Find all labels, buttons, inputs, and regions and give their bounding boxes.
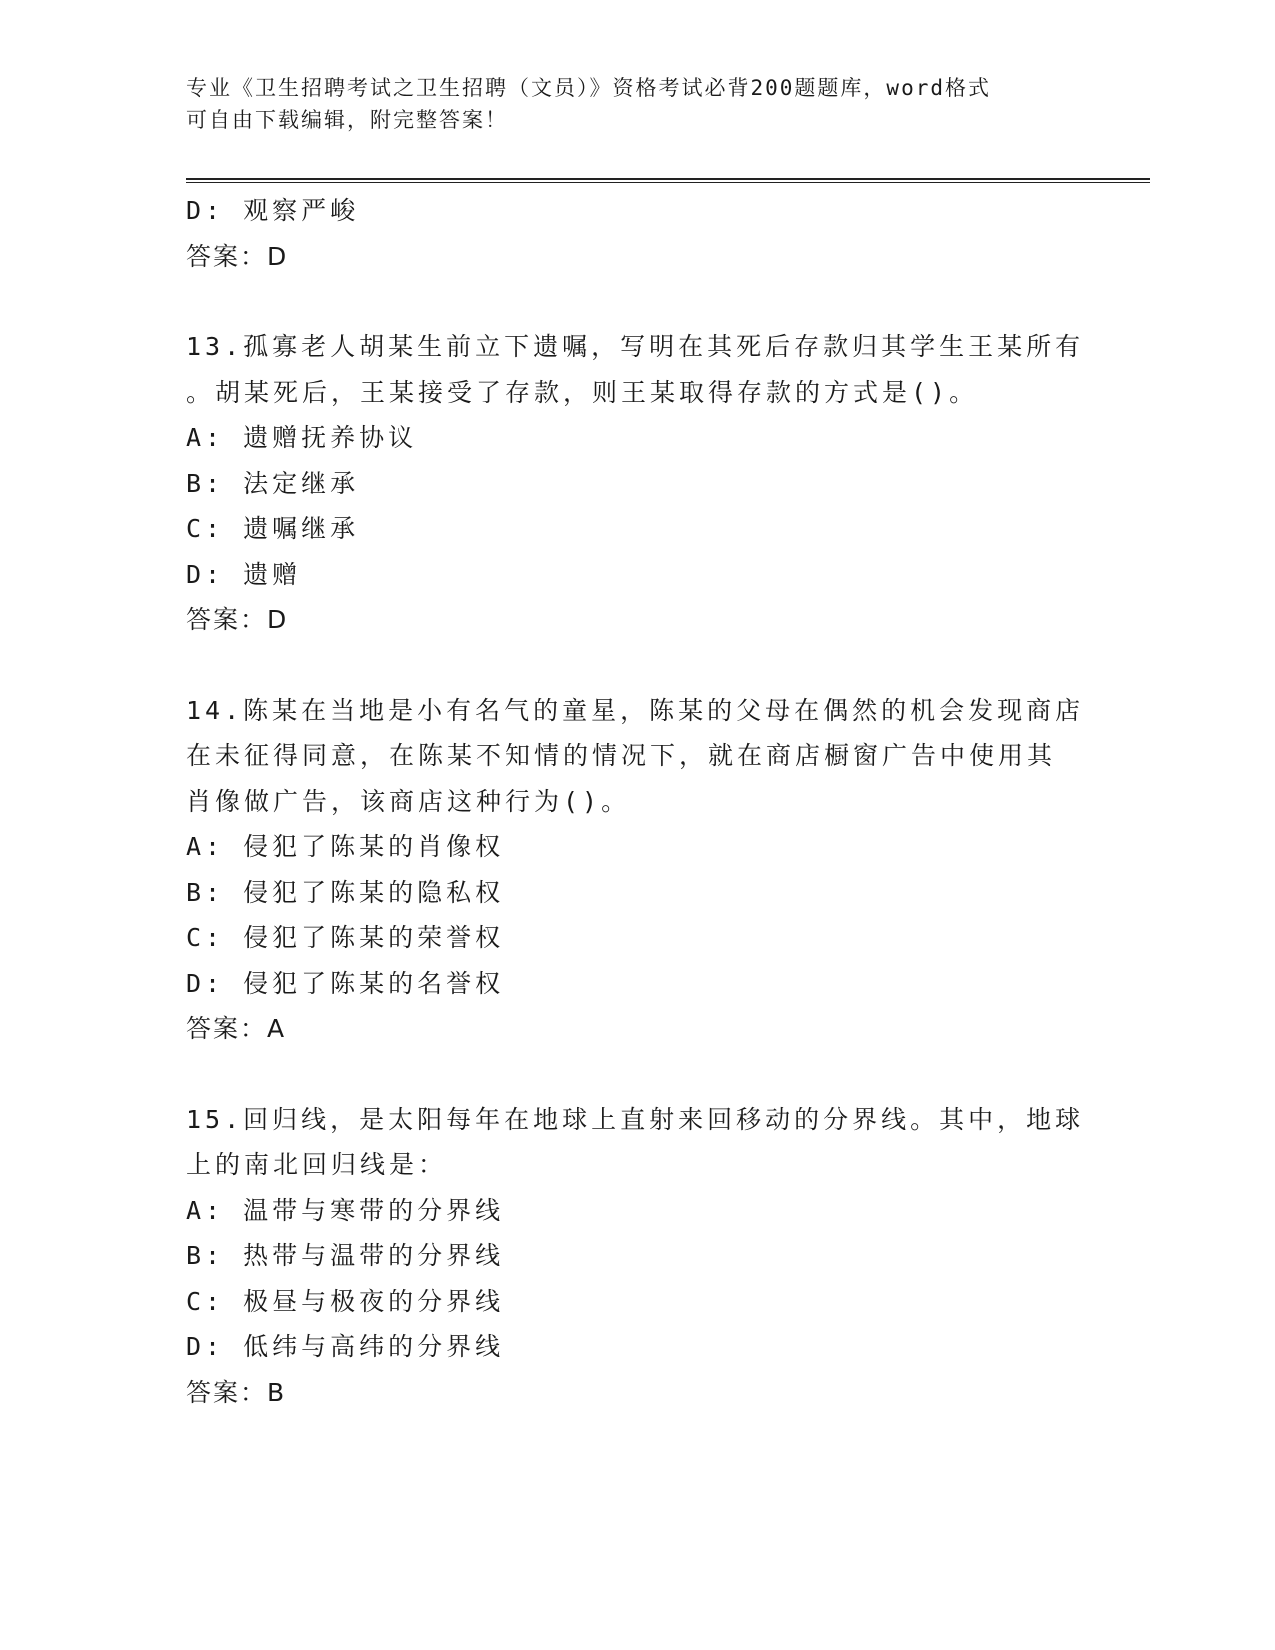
header-line-2: 可自由下载编辑，附完整答案！ <box>186 108 508 132</box>
question-stem-line: 13.孤寡老人胡某生前立下遗嘱，写明在其死后存款归其学生王某所有 <box>186 332 1085 361</box>
answer: 答案：A <box>186 1014 287 1043</box>
option-c: C: 遗嘱继承 <box>186 514 360 543</box>
option-c: C: 极昼与极夜的分界线 <box>186 1286 505 1316</box>
answer: 答案：D <box>186 241 289 271</box>
option-a: A: 侵犯了陈某的肖像权 <box>186 832 505 861</box>
spacer <box>186 1052 1086 1097</box>
option-d: D: 观察严峻 <box>186 196 360 225</box>
header-divider <box>186 178 1150 183</box>
question-block <box>186 324 1086 643</box>
question-stem-line: 。胡某死后，王某接受了存款，则王某取得存款的方式是()。 <box>186 377 979 407</box>
option-b: B: 法定继承 <box>186 468 360 498</box>
question-stem-line: 上的南北回归线是： <box>186 1150 448 1179</box>
question-block <box>186 688 1086 1052</box>
option-c: C: 侵犯了陈某的荣誉权 <box>186 923 505 952</box>
header-line-1: 专业《卫生招聘考试之卫生招聘（文员）》资格考试必背200题题库，word格式 <box>186 76 991 100</box>
question-stem-line: 15.回归线，是太阳每年在地球上直射来回移动的分界线。其中，地球 <box>186 1104 1085 1134</box>
option-d: D: 侵犯了陈某的名誉权 <box>186 968 505 998</box>
document-header <box>186 72 1066 136</box>
question-block <box>186 1097 1086 1416</box>
option-b: B: 侵犯了陈某的隐私权 <box>186 877 505 907</box>
answer: 答案：B <box>186 1377 287 1407</box>
option-d: D: 遗赠 <box>186 559 302 589</box>
option-d: D: 低纬与高纬的分界线 <box>186 1332 505 1361</box>
spacer <box>186 279 1086 324</box>
spacer <box>186 643 1086 688</box>
question-stem-line: 肖像做广告，该商店这种行为()。 <box>186 786 631 816</box>
answer: 答案：D <box>186 605 289 634</box>
option-b: B: 热带与温带的分界线 <box>186 1241 505 1270</box>
question-stem-line: 14.陈某在当地是小有名气的童星，陈某的父母在偶然的机会发现商店 <box>186 695 1085 725</box>
option-a: A: 遗赠抚养协议 <box>186 423 418 452</box>
document-body <box>186 188 1086 1415</box>
question-stem-line: 在未征得同意，在陈某不知情的情况下，就在商店橱窗广告中使用其 <box>186 741 1057 770</box>
option-a: A: 温带与寒带的分界线 <box>186 1195 505 1225</box>
